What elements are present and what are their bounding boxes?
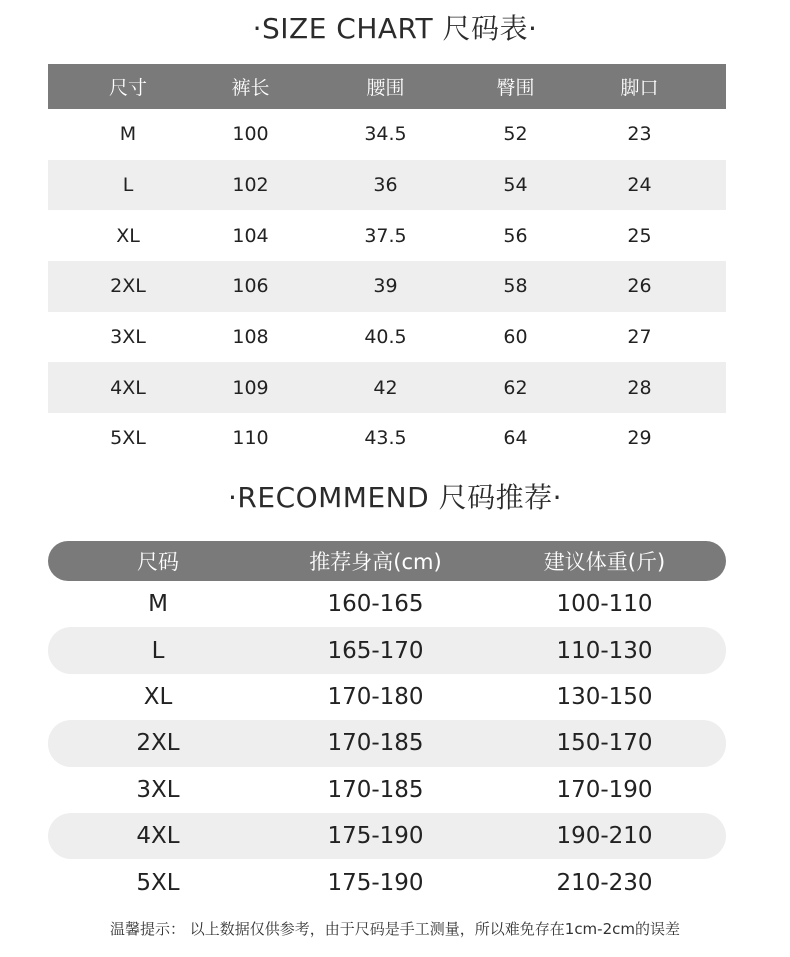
table-cell: 23 — [627, 123, 652, 146]
table-cell: 100 — [232, 123, 269, 146]
table-row — [48, 160, 726, 211]
table-cell: 39 — [373, 275, 398, 298]
table-cell: 56 — [503, 224, 528, 247]
table-cell: 110 — [232, 427, 269, 450]
table-cell: 29 — [627, 427, 652, 450]
table-cell: L — [151, 637, 165, 664]
table-row — [48, 859, 726, 905]
table-row — [48, 312, 726, 363]
table-cell: XL — [116, 224, 140, 247]
table-cell: 2XL — [110, 275, 146, 298]
table-cell: M — [148, 591, 168, 618]
table-cell: 52 — [503, 123, 528, 146]
table-cell: 150-170 — [556, 730, 653, 757]
table-cell: 4XL — [110, 376, 146, 399]
table-row — [48, 767, 726, 813]
table-cell: 170-180 — [327, 683, 424, 710]
table-row — [48, 720, 726, 766]
table-cell: M — [119, 123, 137, 146]
table-cell: 175-190 — [327, 869, 424, 896]
header-cell: 尺寸 — [108, 77, 147, 99]
table-cell: XL — [143, 683, 173, 710]
table-row — [48, 581, 726, 627]
table-cell: 58 — [503, 275, 528, 298]
table-cell: 42 — [373, 376, 398, 399]
table-cell: 5XL — [136, 869, 180, 896]
measurement-note: 温馨提示： 以上数据仅供参考，由于尺码是手工测量，所以难免存在1cm-2cm的误差 — [110, 920, 680, 938]
header-cell: 尺码 — [137, 550, 179, 574]
table-row — [48, 109, 726, 160]
table-cell: 37.5 — [364, 224, 407, 247]
table-cell: 106 — [232, 275, 269, 298]
table-cell: 170-185 — [327, 776, 424, 803]
table-cell: 210-230 — [556, 869, 653, 896]
table-cell: 62 — [503, 376, 528, 399]
table-cell: 165-170 — [327, 637, 424, 664]
table-cell: 36 — [373, 174, 398, 197]
header-cell: 推荐身高(cm) — [309, 550, 442, 574]
recommend-table — [48, 541, 726, 906]
table-cell: 110-130 — [556, 637, 653, 664]
size-chart-header-row — [48, 64, 726, 109]
table-cell: 170-185 — [327, 730, 424, 757]
table-cell: 40.5 — [364, 326, 407, 349]
recommend-title: ·RECOMMEND 尺码推荐· — [228, 481, 562, 514]
table-cell: 43.5 — [364, 427, 407, 450]
table-cell: 4XL — [136, 823, 180, 850]
table-cell: 54 — [503, 174, 528, 197]
table-row — [48, 362, 726, 413]
table-cell: 34.5 — [364, 123, 407, 146]
table-cell: 27 — [627, 326, 652, 349]
table-cell: 3XL — [136, 776, 180, 803]
table-cell: 108 — [232, 326, 269, 349]
table-cell: 3XL — [110, 326, 146, 349]
table-cell: 175-190 — [327, 823, 424, 850]
table-cell: 160-165 — [327, 591, 424, 618]
table-row — [48, 261, 726, 312]
table-cell: 109 — [232, 376, 269, 399]
recommend-header-row — [48, 541, 726, 581]
table-cell: 25 — [627, 224, 652, 247]
table-cell: 5XL — [110, 427, 146, 450]
table-row — [48, 674, 726, 720]
header-cell: 腰围 — [366, 77, 405, 99]
table-cell: 170-190 — [556, 776, 653, 803]
size-chart-title: ·SIZE CHART 尺码表· — [252, 12, 538, 45]
table-row — [48, 813, 726, 859]
table-row — [48, 210, 726, 261]
table-cell: 28 — [627, 376, 652, 399]
table-cell: 60 — [503, 326, 528, 349]
header-cell: 臀围 — [496, 77, 535, 99]
table-cell: 64 — [503, 427, 528, 450]
header-cell: 裤长 — [231, 77, 270, 99]
table-cell: 24 — [627, 174, 652, 197]
table-cell: 2XL — [136, 730, 180, 757]
table-cell: 26 — [627, 275, 652, 298]
table-cell: L — [122, 174, 134, 197]
table-cell: 190-210 — [556, 823, 653, 850]
table-cell: 130-150 — [556, 683, 653, 710]
table-cell: 100-110 — [556, 591, 653, 618]
table-row — [48, 627, 726, 673]
header-cell: 建议体重(斤) — [543, 550, 666, 574]
header-cell: 脚口 — [620, 77, 659, 99]
table-row — [48, 413, 726, 464]
table-cell: 102 — [232, 174, 269, 197]
table-cell: 104 — [232, 224, 269, 247]
size-chart-table — [48, 64, 726, 464]
